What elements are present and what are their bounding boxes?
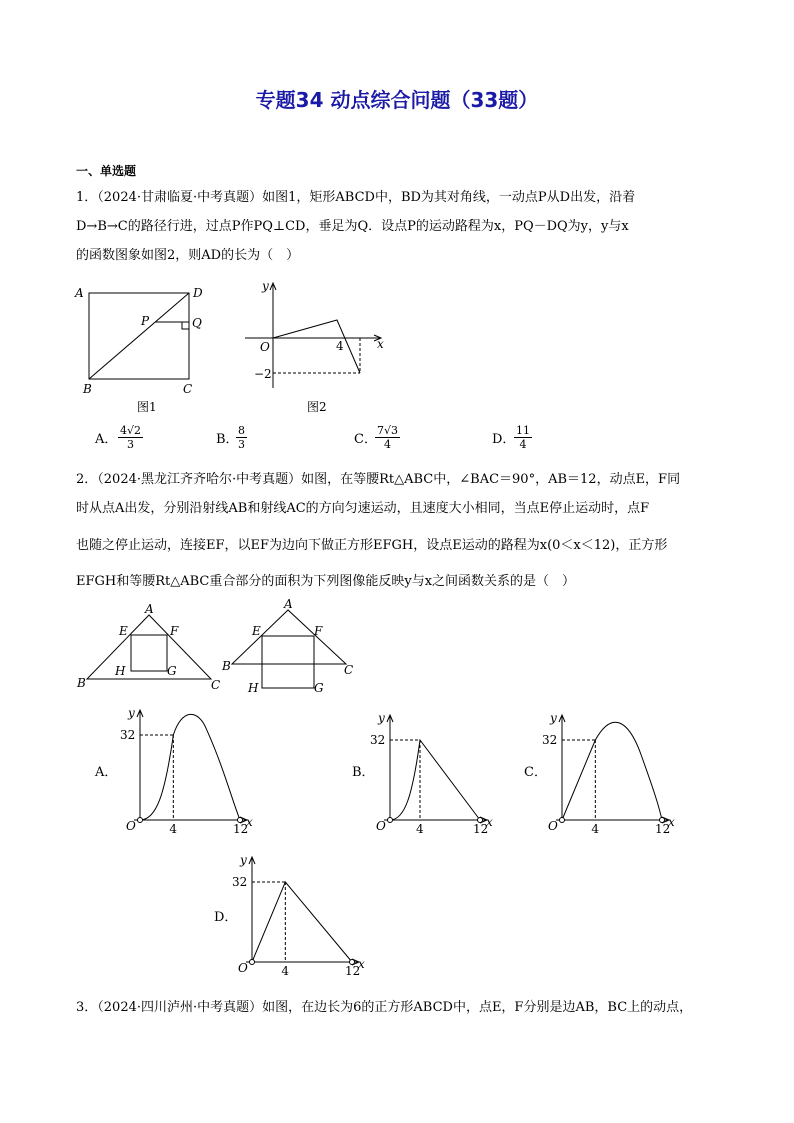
label-B: B <box>222 659 231 673</box>
q2-text-line3: 也随之停止运动，连接EF，以EF为边向下做正方形EFGH，设点E运动的路程为x(0＜x＜12)，正方形 <box>76 538 668 553</box>
label-H: H <box>248 681 259 695</box>
label-Q: Q <box>192 316 202 330</box>
tick-4: 4 <box>169 822 177 836</box>
axis-y-label: y <box>240 853 247 867</box>
function-curve <box>390 740 480 820</box>
tick-12: 12 <box>655 822 671 836</box>
q2-graph-d <box>230 852 370 977</box>
tick-32: 32 <box>120 728 136 742</box>
label-A: A <box>284 597 293 611</box>
axis-y-label: y <box>262 279 269 293</box>
q2-option-c[interactable]: C． <box>524 765 547 780</box>
axis-x-label: x <box>246 815 253 829</box>
label-D: D <box>193 286 203 300</box>
fig2-caption: 图2 <box>307 400 327 414</box>
label-G: G <box>314 681 324 695</box>
tick-32: 32 <box>542 733 558 747</box>
numerator: 8 <box>238 424 245 437</box>
origin-label: O <box>126 819 136 833</box>
q2-option-a[interactable]: A． <box>95 765 118 780</box>
fig1-caption: 图1 <box>137 400 157 414</box>
numerator: 4√2 <box>120 424 142 437</box>
q1-text-line1: 1．（2024·甘肃临夏·中考真题）如图1，矩形ABCD中，BD为其对角线，一动点P从D出发，沿着 <box>76 190 636 205</box>
label-C: C <box>211 678 221 692</box>
label-C: C <box>344 663 354 677</box>
q1-figure-1 <box>75 285 215 415</box>
axis-x-label: x <box>668 815 675 829</box>
option-letter: D． <box>492 432 516 447</box>
denominator: 3 <box>127 438 134 451</box>
numerator: 11 <box>516 424 530 437</box>
label-E: E <box>119 624 128 638</box>
denominator: 4 <box>384 438 391 451</box>
tick-12: 12 <box>233 822 249 836</box>
label-A: A <box>75 286 84 300</box>
q2-text-line1: 2．（2024·黑龙江齐齐哈尔·中考真题）如图，在等腰Rt△ABC中，∠BAC＝90°，AB＝12，动点E，F同 <box>76 472 681 487</box>
label-H: H <box>115 664 126 678</box>
label-A: A <box>145 602 154 616</box>
q2-option-d[interactable]: D． <box>214 910 238 925</box>
tick-12: 12 <box>473 822 489 836</box>
function-curve <box>140 714 240 820</box>
tick-32: 32 <box>370 733 386 747</box>
q2-triangle-figure-1 <box>75 603 225 693</box>
q1-text-line2: D→B→C的路径行进，过点P作PQ⊥CD，垂足为Q．设点P的运动路程为x，PQ－DQ为y，y与x <box>76 219 629 234</box>
q1-figure-2 <box>240 280 390 415</box>
label-E: E <box>252 624 261 638</box>
tick-4: 4 <box>281 964 289 978</box>
q3-text-line1: 3．（2024·四川泸州·中考真题）如图，在边长为6的正方形ABCD中，点E，F分别是边AB，BC上的动点， <box>76 1000 693 1015</box>
function-curve <box>562 722 662 820</box>
axis-x-label: x <box>377 337 384 351</box>
q2-text-line2: 时从点A出发，分别沿射线AB和射线AC的方向匀速运动，且速度大小相同，当点E停止运动时，点F <box>76 501 650 516</box>
option-letter: A． <box>95 432 118 447</box>
q2-option-b[interactable]: B． <box>352 765 375 780</box>
q2-graph-c <box>540 710 680 835</box>
label-F: F <box>314 624 323 638</box>
tick-4: 4 <box>416 822 424 836</box>
function-curve <box>252 882 352 962</box>
q2-triangle-figure-2 <box>222 598 362 698</box>
label-B: B <box>77 676 86 690</box>
denominator: 3 <box>238 438 245 451</box>
page-title: 专题34 动点综合问题（33题） <box>255 88 539 112</box>
option-letter: B． <box>216 432 239 447</box>
axis-x-label: x <box>486 815 493 829</box>
tick-minus-2: −2 <box>254 367 272 381</box>
label-P: P <box>141 314 150 328</box>
denominator: 4 <box>519 438 527 451</box>
q2-graph-b <box>368 710 498 835</box>
tick-12: 12 <box>345 964 361 978</box>
tick-4: 4 <box>336 339 344 353</box>
axis-y-label: y <box>128 706 135 720</box>
section-heading: 一、单选题 <box>76 164 137 178</box>
origin-label: O <box>238 961 248 975</box>
axis-y-label: y <box>550 711 557 725</box>
origin-label: O <box>376 819 386 833</box>
q2-text-line4: EFGH和等腰Rt△ABC重合部分的面积为下列图像能反映y与x之间函数关系的是（ ） <box>76 574 576 589</box>
option-letter: C． <box>354 432 377 447</box>
q2-graph-a <box>118 705 258 835</box>
tick-32: 32 <box>232 875 248 889</box>
origin-label: O <box>260 340 270 354</box>
tick-4: 4 <box>591 822 599 836</box>
label-G: G <box>167 664 177 678</box>
origin-label: O <box>548 819 558 833</box>
label-B: B <box>83 382 92 396</box>
axis-y-label: y <box>378 711 385 725</box>
label-C: C <box>183 382 193 396</box>
label-F: F <box>170 624 179 638</box>
numerator: 7√3 <box>377 424 399 437</box>
q1-text-line3: 的函数图象如图2，则AD的长为（ ） <box>76 248 300 263</box>
axis-x-label: x <box>358 957 365 971</box>
